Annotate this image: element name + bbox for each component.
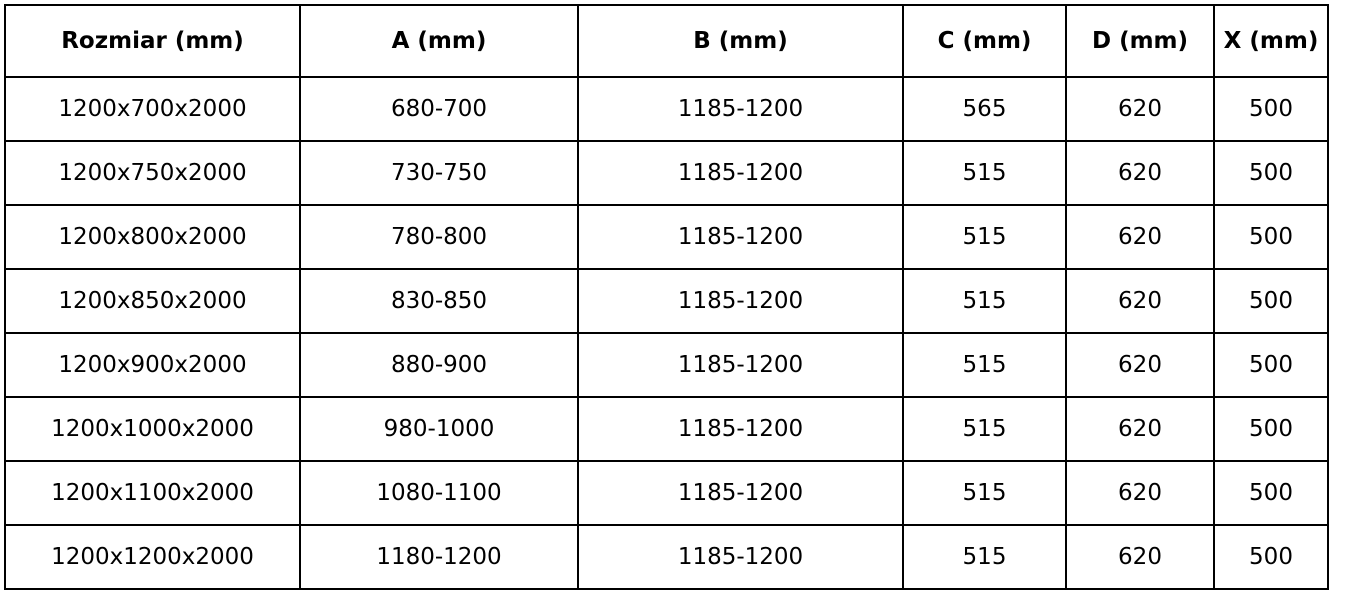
- cell-b: 1185-1200: [578, 461, 903, 525]
- size-table-container: [0, 4, 1355, 595]
- cell-b: 1185-1200: [578, 77, 903, 141]
- cell-x: 500: [1214, 461, 1328, 525]
- cell-c: 515: [903, 269, 1066, 333]
- cell-a: 1080-1100: [300, 461, 578, 525]
- cell-a: 830-850: [300, 269, 578, 333]
- table-row: [5, 333, 1328, 397]
- cell-a: 680-700: [300, 77, 578, 141]
- cell-x: 500: [1214, 333, 1328, 397]
- cell-rozmiar: 1200x1100x2000: [5, 461, 300, 525]
- cell-b: 1185-1200: [578, 525, 903, 589]
- cell-b: 1185-1200: [578, 333, 903, 397]
- cell-rozmiar: 1200x1200x2000: [5, 525, 300, 589]
- cell-rozmiar: 1200x800x2000: [5, 205, 300, 269]
- cell-d: 620: [1066, 461, 1214, 525]
- cell-c: 515: [903, 397, 1066, 461]
- table-row: [5, 461, 1328, 525]
- cell-d: 620: [1066, 205, 1214, 269]
- cell-b: 1185-1200: [578, 269, 903, 333]
- cell-c: 565: [903, 77, 1066, 141]
- dimensions-table: [4, 4, 1329, 590]
- cell-rozmiar: 1200x1000x2000: [5, 397, 300, 461]
- cell-x: 500: [1214, 205, 1328, 269]
- table-row: [5, 141, 1328, 205]
- column-header-b: B (mm): [578, 5, 903, 77]
- cell-c: 515: [903, 333, 1066, 397]
- table-row: [5, 269, 1328, 333]
- cell-c: 515: [903, 525, 1066, 589]
- cell-x: 500: [1214, 397, 1328, 461]
- cell-c: 515: [903, 141, 1066, 205]
- cell-c: 515: [903, 461, 1066, 525]
- cell-rozmiar: 1200x700x2000: [5, 77, 300, 141]
- cell-x: 500: [1214, 269, 1328, 333]
- table-row: [5, 525, 1328, 589]
- column-header-rozmiar: Rozmiar (mm): [5, 5, 300, 77]
- column-header-a: A (mm): [300, 5, 578, 77]
- cell-a: 1180-1200: [300, 525, 578, 589]
- cell-a: 780-800: [300, 205, 578, 269]
- column-header-x: X (mm): [1214, 5, 1328, 77]
- column-header-c: C (mm): [903, 5, 1066, 77]
- table-row: [5, 77, 1328, 141]
- cell-b: 1185-1200: [578, 141, 903, 205]
- cell-x: 500: [1214, 525, 1328, 589]
- cell-d: 620: [1066, 269, 1214, 333]
- cell-x: 500: [1214, 77, 1328, 141]
- cell-d: 620: [1066, 397, 1214, 461]
- table-row: [5, 205, 1328, 269]
- column-header-d: D (mm): [1066, 5, 1214, 77]
- cell-a: 730-750: [300, 141, 578, 205]
- cell-b: 1185-1200: [578, 205, 903, 269]
- cell-d: 620: [1066, 333, 1214, 397]
- cell-c: 515: [903, 205, 1066, 269]
- cell-rozmiar: 1200x750x2000: [5, 141, 300, 205]
- table-row: [5, 397, 1328, 461]
- cell-a: 880-900: [300, 333, 578, 397]
- table-body: [5, 77, 1328, 589]
- cell-rozmiar: 1200x900x2000: [5, 333, 300, 397]
- cell-rozmiar: 1200x850x2000: [5, 269, 300, 333]
- cell-b: 1185-1200: [578, 397, 903, 461]
- cell-d: 620: [1066, 77, 1214, 141]
- cell-d: 620: [1066, 525, 1214, 589]
- cell-a: 980-1000: [300, 397, 578, 461]
- table-header-row: [5, 5, 1328, 77]
- cell-d: 620: [1066, 141, 1214, 205]
- table-header: [5, 5, 1328, 77]
- cell-x: 500: [1214, 141, 1328, 205]
